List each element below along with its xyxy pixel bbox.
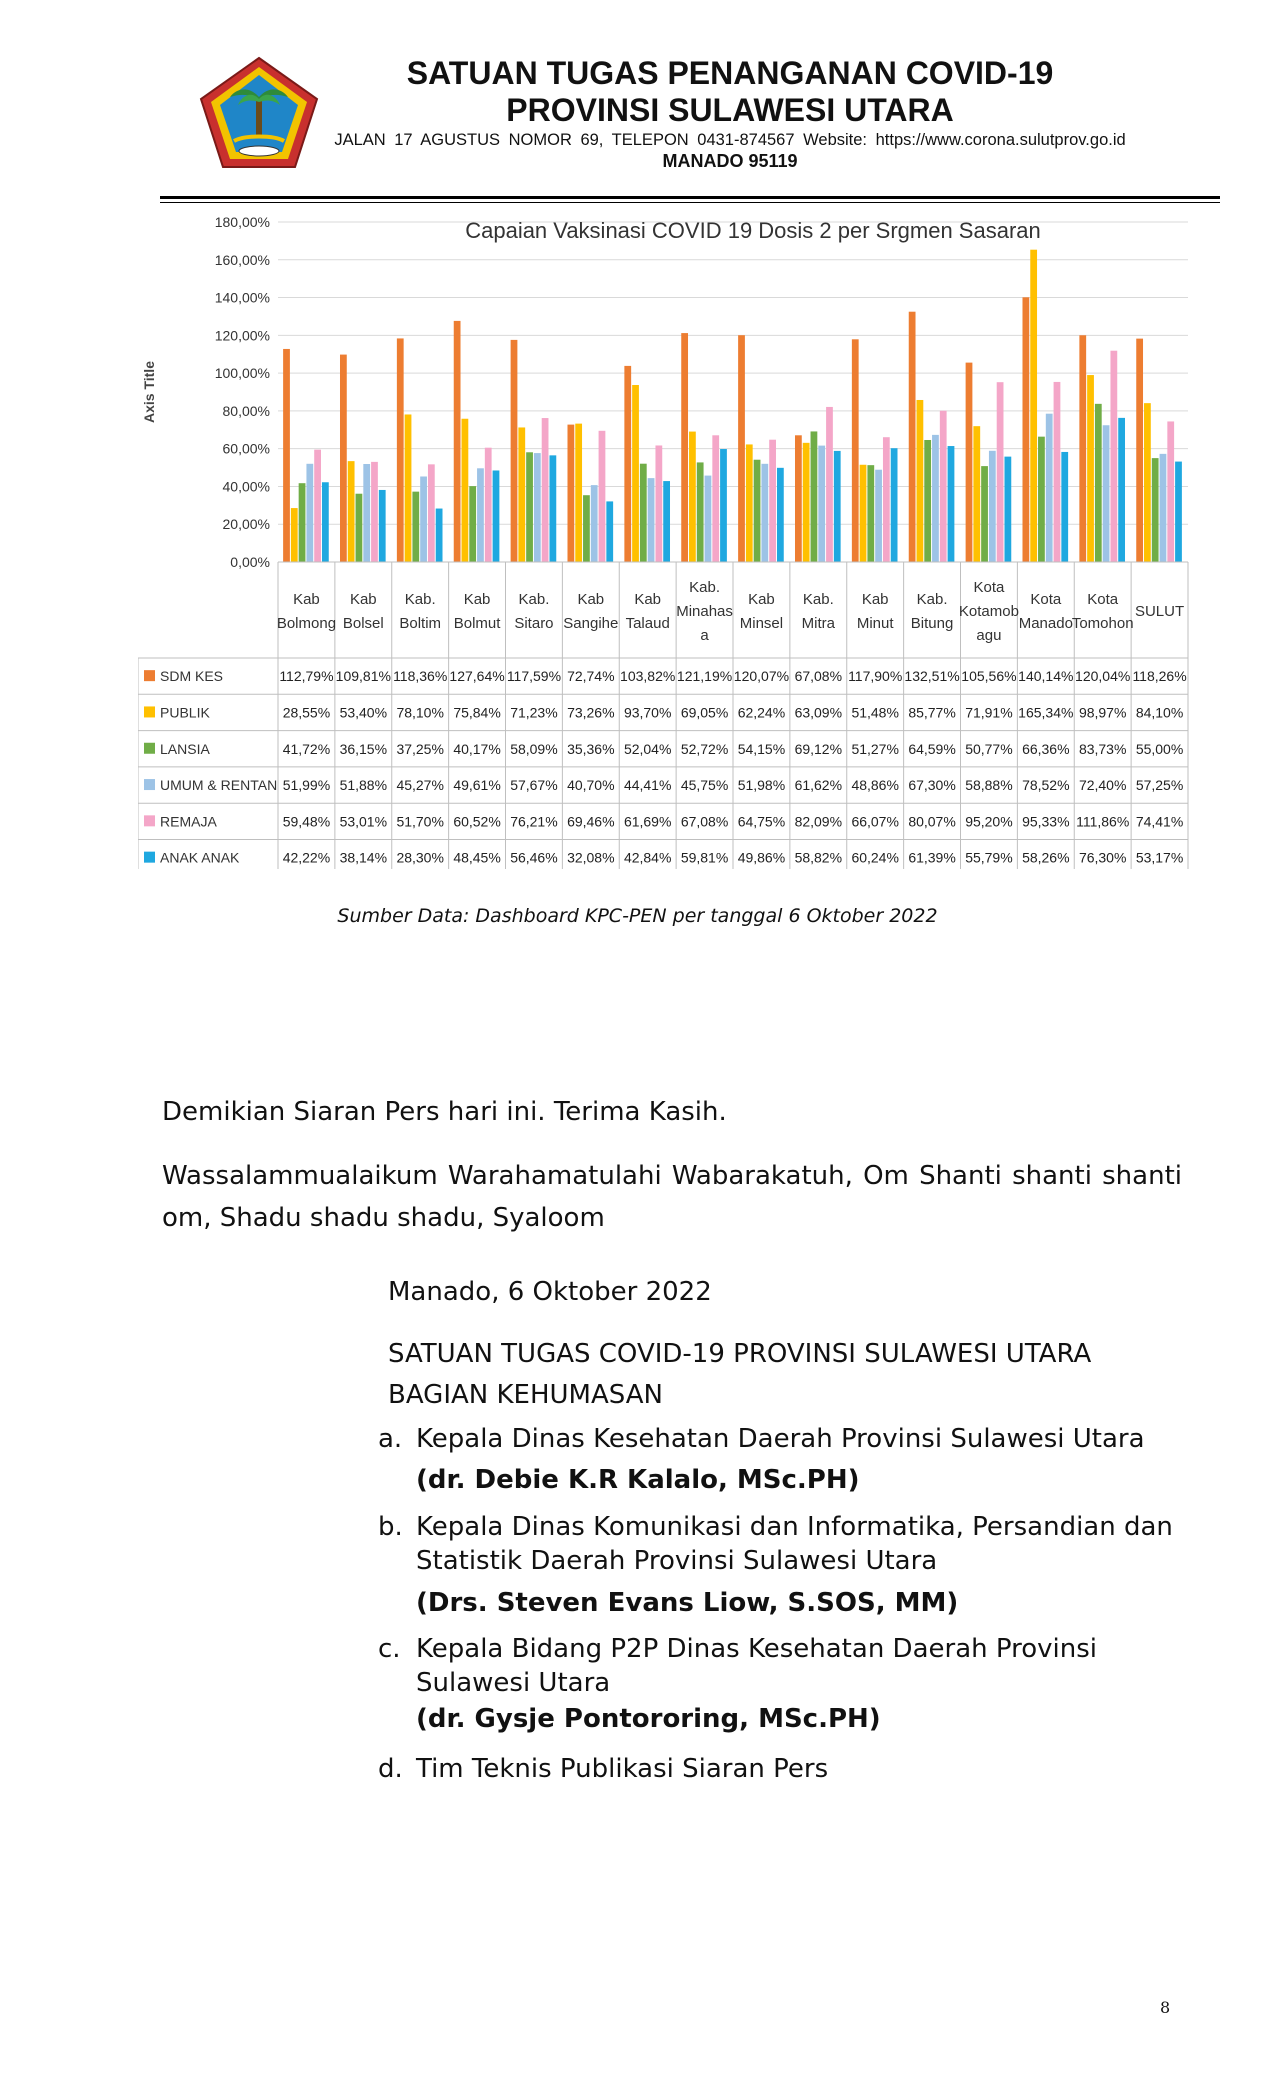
data-table-cell: 132,51%: [904, 668, 960, 685]
data-table-cell: 95,33%: [1022, 813, 1070, 830]
bar: [689, 432, 696, 562]
letterhead-address: JALAN 17 AGUSTUS NOMOR 69, TELEPON 0431-874567 Website: https://www.corona.sulutprov.go.id: [334, 131, 1126, 149]
data-table-cell: 55,00%: [1135, 740, 1184, 757]
bar: [356, 494, 363, 562]
data-table-cell: 40,17%: [453, 740, 501, 757]
bar: [575, 424, 582, 562]
bar: [720, 449, 727, 562]
category-label: Bitung: [910, 615, 954, 632]
legend-key: [144, 815, 155, 826]
data-table-cell: 67,30%: [908, 777, 956, 794]
data-table-cell: 51,70%: [396, 813, 444, 830]
data-table-cell: 61,69%: [623, 813, 672, 830]
bar: [412, 492, 419, 562]
category-label: Kota: [973, 579, 1005, 596]
bar: [818, 446, 825, 562]
data-table-cell: 73,26%: [567, 704, 615, 721]
bar: [697, 462, 704, 562]
category-label: Bolmut: [453, 615, 501, 632]
bar: [420, 476, 427, 562]
category-label: Kab: [748, 591, 775, 608]
letterhead-city: MANADO 95119: [662, 151, 798, 171]
data-table-cell: 36,15%: [339, 740, 388, 757]
bar: [526, 452, 533, 562]
data-table-cell: 51,98%: [737, 777, 786, 794]
data-table-cell: 51,99%: [282, 777, 331, 794]
bar: [1175, 462, 1182, 562]
data-table-cell: 52,04%: [623, 740, 672, 757]
bar: [632, 385, 639, 562]
legend-label: SDM KES: [160, 668, 224, 685]
data-table-cell: 42,22%: [282, 849, 331, 866]
data-table-cell: 67,08%: [680, 813, 729, 830]
bar: [883, 437, 890, 562]
data-table-cell: 117,59%: [506, 668, 562, 685]
data-table-cell: 57,25%: [1135, 777, 1184, 794]
category-label: Kab.: [916, 591, 948, 608]
bar: [624, 366, 631, 562]
category-label: Talaud: [625, 615, 670, 632]
data-table-cell: 82,09%: [794, 813, 843, 830]
bar: [754, 460, 761, 562]
bar: [852, 339, 859, 562]
bar: [511, 340, 518, 562]
data-table-cell: 117,90%: [848, 668, 903, 685]
closing-sentence: Demikian Siaran Pers hari ini. Terima Kasih.: [162, 1097, 727, 1127]
signatory-item-b: [378, 1510, 1218, 1578]
y-tick-label: 180,00%: [214, 214, 270, 230]
category-label: Manado: [1018, 615, 1073, 632]
bar: [640, 464, 647, 562]
bar: [867, 465, 874, 562]
data-table-cell: 118,26%: [1132, 668, 1187, 685]
bar: [777, 468, 784, 562]
header-rule-thick: [160, 196, 1220, 199]
data-table-cell: 53,01%: [339, 813, 388, 830]
data-table-cell: 66,07%: [851, 813, 899, 830]
data-table-cell: 49,61%: [453, 777, 501, 794]
data-table-cell: 120,04%: [1075, 668, 1131, 685]
bar: [973, 426, 980, 562]
data-table-cell: 45,27%: [396, 777, 444, 794]
data-table-cell: 85,77%: [908, 704, 956, 721]
legend-label: LANSIA: [160, 740, 210, 757]
category-label: Kab: [577, 591, 605, 608]
signatory-role: Kepala Dinas Kesehatan Daerah Provinsi Sulawesi Utara: [416, 1424, 1145, 1454]
legend-key: [144, 852, 155, 863]
category-label: Kab.: [802, 591, 834, 608]
bar: [371, 462, 378, 562]
data-table-cell: 58,09%: [510, 740, 558, 757]
list-marker: d.: [378, 1754, 403, 1784]
data-table-cell: 72,40%: [1078, 777, 1127, 794]
data-table-cell: 69,46%: [567, 813, 615, 830]
bar: [981, 466, 988, 562]
data-table-cell: 66,36%: [1022, 740, 1070, 757]
bar: [1079, 335, 1086, 562]
data-table-cell: 78,10%: [396, 704, 444, 721]
category-label: Mitra: [801, 615, 835, 632]
data-table-cell: 38,14%: [339, 849, 388, 866]
bar: [1160, 454, 1167, 562]
bar: [428, 464, 435, 562]
data-table-cell: 71,91%: [965, 704, 1013, 721]
data-table-cell: 105,56%: [961, 668, 1017, 685]
bar: [1046, 414, 1053, 562]
data-table-cell: 35,36%: [567, 740, 615, 757]
data-table-cell: 40,70%: [567, 777, 615, 794]
bar: [989, 451, 996, 562]
data-table-cell: 61,39%: [908, 849, 956, 866]
data-table-cell: 54,15%: [737, 740, 786, 757]
bar: [283, 349, 290, 562]
category-label: Kab: [463, 591, 491, 608]
category-label: Kab: [861, 591, 889, 608]
bar: [549, 455, 556, 562]
bar: [917, 400, 924, 562]
bar: [306, 464, 313, 562]
data-table-cell: 51,48%: [851, 704, 899, 721]
bar: [1167, 421, 1174, 562]
signatory-name: (dr. Debie K.R Kalalo, MSc.PH): [416, 1465, 860, 1495]
data-table-cell: 71,23%: [510, 704, 558, 721]
category-label: Kab: [293, 591, 320, 608]
data-table-cell: 83,73%: [1078, 740, 1127, 757]
data-table-cell: 95,20%: [965, 813, 1013, 830]
data-table-cell: 50,77%: [965, 740, 1013, 757]
bar: [860, 465, 867, 562]
bar: [826, 407, 833, 562]
bar: [875, 470, 882, 562]
letterhead-subtitle: PROVINSI SULAWESI UTARA: [506, 92, 954, 128]
list-marker: b.: [378, 1512, 403, 1542]
bar: [795, 435, 802, 562]
data-table-cell: 37,25%: [396, 740, 444, 757]
provincial-emblem-logo: [198, 55, 320, 170]
bar: [322, 482, 329, 562]
data-table-cell: 58,26%: [1022, 849, 1070, 866]
bar: [1144, 403, 1151, 562]
legend-key: [144, 743, 155, 754]
data-table-cell: 60,52%: [453, 813, 501, 830]
bar: [397, 338, 404, 562]
category-label: Kotamob: [958, 603, 1019, 620]
data-table-cell: 120,07%: [733, 668, 790, 685]
data-table-cell: 127,64%: [449, 668, 505, 685]
data-table-cell: 60,24%: [851, 849, 899, 866]
bar: [591, 485, 598, 562]
bar: [648, 478, 655, 562]
bar: [567, 425, 574, 562]
bar: [1030, 250, 1037, 562]
bar: [542, 418, 549, 562]
bar: [655, 445, 662, 562]
org-name: SATUAN TUGAS COVID-19 PROVINSI SULAWESI UTARA: [388, 1339, 1092, 1369]
chart-svg: [138, 204, 1190, 869]
data-table-cell: 111,86%: [1076, 813, 1130, 830]
signatory-role: Kepala Dinas Komunikasi dan Informatika, Persandian dan Statistik Daerah Provinsi Sulawesi Utara: [416, 1512, 1173, 1576]
data-table-cell: 45,75%: [680, 777, 729, 794]
bar: [599, 431, 606, 562]
data-table-cell: 93,70%: [623, 704, 672, 721]
legend-label: PUBLIK: [160, 704, 210, 721]
category-label: agu: [976, 627, 1002, 644]
data-table-cell: 44,41%: [623, 777, 672, 794]
y-tick-label: 120,00%: [214, 327, 270, 344]
category-label: Minut: [856, 615, 894, 632]
data-table-cell: 84,10%: [1135, 704, 1184, 721]
vaccination-chart: [138, 204, 1190, 869]
chart-title: Capaian Vaksinasi COVID 19 Dosis 2 per Srgmen Sasaran: [465, 218, 1041, 243]
bar: [1110, 351, 1117, 562]
bar: [1054, 382, 1061, 562]
bar: [469, 486, 476, 562]
legend-label: UMUM & RENTAN: [160, 777, 278, 794]
data-table-cell: 69,05%: [680, 704, 729, 721]
data-table-cell: 28,30%: [396, 849, 444, 866]
data-table-cell: 48,86%: [851, 777, 899, 794]
data-table-cell: 67,08%: [794, 668, 843, 685]
bar: [485, 448, 492, 562]
category-label: Sitaro: [514, 615, 554, 632]
data-table-cell: 98,97%: [1078, 704, 1127, 721]
bar: [811, 431, 818, 562]
y-tick-label: 100,00%: [214, 365, 270, 382]
data-table-cell: 75,84%: [453, 704, 501, 721]
bar: [454, 321, 461, 562]
category-label: Bolmong: [276, 615, 337, 632]
bar: [299, 483, 306, 562]
bar: [606, 501, 613, 562]
data-table-cell: 53,40%: [339, 704, 388, 721]
bar: [1152, 458, 1159, 562]
bar: [405, 414, 412, 562]
data-table-cell: 59,81%: [680, 849, 729, 866]
letterhead-title: SATUAN TUGAS PENANGANAN COVID-19: [406, 55, 1054, 91]
category-label: Tomohon: [1071, 615, 1134, 632]
header-rule-thin: [160, 202, 1220, 203]
data-table-cell: 58,88%: [965, 777, 1013, 794]
data-table-cell: 76,21%: [510, 813, 558, 830]
data-table-cell: 51,27%: [851, 740, 899, 757]
bar: [761, 464, 768, 562]
category-label: Kab.: [404, 591, 436, 608]
page-number: 8: [1160, 1998, 1171, 2017]
legend-label: ANAK ANAK: [160, 849, 240, 866]
list-marker: c.: [378, 1634, 401, 1664]
category-label: SULUT: [1134, 603, 1185, 620]
data-table-cell: 32,08%: [567, 849, 615, 866]
data-table-cell: 103,82%: [620, 668, 676, 685]
bar: [681, 333, 688, 562]
greeting-paragraph: Wassalammualaikum Warahamatulahi Wabarakatuh, Om Shanti shanti shanti om, Shadu shadu shadu, Syaloom: [162, 1161, 1182, 1233]
data-table-cell: 42,84%: [623, 849, 672, 866]
data-table-cell: 57,67%: [510, 777, 558, 794]
y-tick-label: 40,00%: [222, 478, 270, 495]
data-table-cell: 51,88%: [339, 777, 388, 794]
category-label: Minsel: [739, 615, 784, 632]
y-tick-label: 20,00%: [222, 516, 270, 533]
bar: [314, 450, 321, 562]
data-table-cell: 165,34%: [1018, 704, 1074, 721]
bar: [1004, 457, 1011, 562]
data-table-cell: 55,79%: [965, 849, 1013, 866]
data-table-cell: 58,82%: [794, 849, 843, 866]
legend-key: [144, 706, 155, 717]
bar: [1087, 375, 1094, 562]
bar: [1095, 404, 1102, 562]
legend-key: [144, 670, 155, 681]
bar: [1118, 418, 1125, 562]
bar: [583, 495, 590, 562]
data-table-cell: 76,30%: [1078, 849, 1127, 866]
data-table-cell: 109,81%: [335, 668, 391, 685]
place-date: Manado, 6 Oktober 2022: [388, 1277, 712, 1307]
y-tick-label: 160,00%: [214, 251, 270, 268]
category-label: Kab: [634, 591, 662, 608]
bar: [997, 382, 1004, 562]
bar: [363, 464, 370, 562]
data-table-cell: 61,62%: [794, 777, 843, 794]
data-table-cell: 121,19%: [676, 668, 733, 685]
bar: [712, 435, 719, 562]
bar: [462, 419, 469, 562]
signatory-role: Kepala Bidang P2P Dinas Kesehatan Daerah Provinsi Sulawesi Utara: [416, 1634, 1097, 1698]
bar: [891, 448, 898, 562]
bar: [834, 451, 841, 562]
bar: [436, 509, 443, 562]
data-table-cell: 59,48%: [282, 813, 331, 830]
data-table-cell: 64,59%: [908, 740, 956, 757]
signatory-item-d: [378, 1752, 1218, 1786]
bar: [477, 468, 484, 562]
legend-key: [144, 779, 155, 790]
bar: [1136, 339, 1143, 562]
bar: [379, 490, 386, 562]
bar: [1061, 452, 1068, 562]
legend-label: REMAJA: [160, 813, 217, 830]
category-label: Boltim: [399, 615, 442, 632]
bar: [909, 312, 916, 562]
category-label: Minahas: [676, 603, 733, 620]
data-table-cell: 62,24%: [737, 704, 786, 721]
bar: [746, 444, 753, 562]
bar: [803, 443, 810, 562]
data-table-cell: 72,74%: [567, 668, 615, 685]
data-table-cell: 63,09%: [794, 704, 843, 721]
data-table-cell: 112,79%: [279, 668, 334, 685]
bar: [340, 355, 347, 562]
category-label: Kab.: [689, 579, 720, 596]
data-table-cell: 52,72%: [680, 740, 729, 757]
signatory-name: (dr. Gysje Pontororing, MSc.PH): [416, 1704, 881, 1734]
list-marker: a.: [378, 1424, 403, 1454]
y-tick-label: 140,00%: [214, 289, 270, 306]
org-division: BAGIAN KEHUMASAN: [388, 1380, 663, 1410]
data-table-cell: 140,14%: [1018, 668, 1074, 685]
bar: [1103, 425, 1110, 562]
signatory-item-a: [378, 1422, 1218, 1456]
data-table-cell: 64,75%: [737, 813, 786, 830]
data-table-cell: 80,07%: [908, 813, 956, 830]
bar: [291, 508, 298, 562]
data-table-cell: 53,17%: [1135, 849, 1184, 866]
signatory-role: Tim Teknis Publikasi Siaran Pers: [416, 1754, 829, 1784]
data-table-cell: 28,55%: [282, 704, 331, 721]
data-table-cell: 49,86%: [737, 849, 786, 866]
data-table-cell: 56,46%: [510, 849, 558, 866]
bar: [924, 440, 931, 562]
category-label: a: [700, 627, 709, 644]
y-axis-title: Axis Title: [141, 361, 157, 423]
y-tick-label: 60,00%: [222, 440, 270, 457]
data-table-cell: 74,41%: [1135, 813, 1184, 830]
data-table-cell: 41,72%: [282, 740, 331, 757]
bar: [1038, 437, 1045, 562]
category-label: Kab: [349, 591, 377, 608]
bar: [1022, 297, 1029, 562]
bar: [948, 446, 955, 562]
bar: [348, 461, 355, 562]
bar: [705, 476, 712, 562]
category-label: Kab.: [518, 591, 550, 608]
bar: [493, 470, 500, 562]
category-label: Sangihe: [563, 615, 619, 632]
y-tick-label: 80,00%: [222, 402, 270, 419]
data-table-cell: 48,45%: [453, 849, 501, 866]
bar: [534, 453, 541, 562]
signatory-item-c: [378, 1632, 1218, 1700]
chart-source-note: Sumber Data: Dashboard KPC-PEN per tanggal 6 Oktober 2022: [337, 905, 938, 927]
bar: [738, 335, 745, 562]
bar: [518, 427, 525, 562]
y-tick-label: 0,00%: [230, 554, 270, 570]
bar: [769, 440, 776, 562]
bar: [932, 435, 939, 562]
category-label: Kota: [1087, 591, 1119, 608]
bar: [940, 411, 947, 562]
signatory-name: (Drs. Steven Evans Liow, S.SOS, MM): [416, 1588, 959, 1618]
category-label: Bolsel: [342, 615, 384, 632]
bar: [966, 363, 973, 562]
data-table-cell: 78,52%: [1022, 777, 1070, 794]
data-table-cell: 69,12%: [794, 740, 843, 757]
bar: [663, 481, 670, 562]
category-label: Kota: [1030, 591, 1062, 608]
data-table-cell: 118,36%: [393, 668, 448, 685]
